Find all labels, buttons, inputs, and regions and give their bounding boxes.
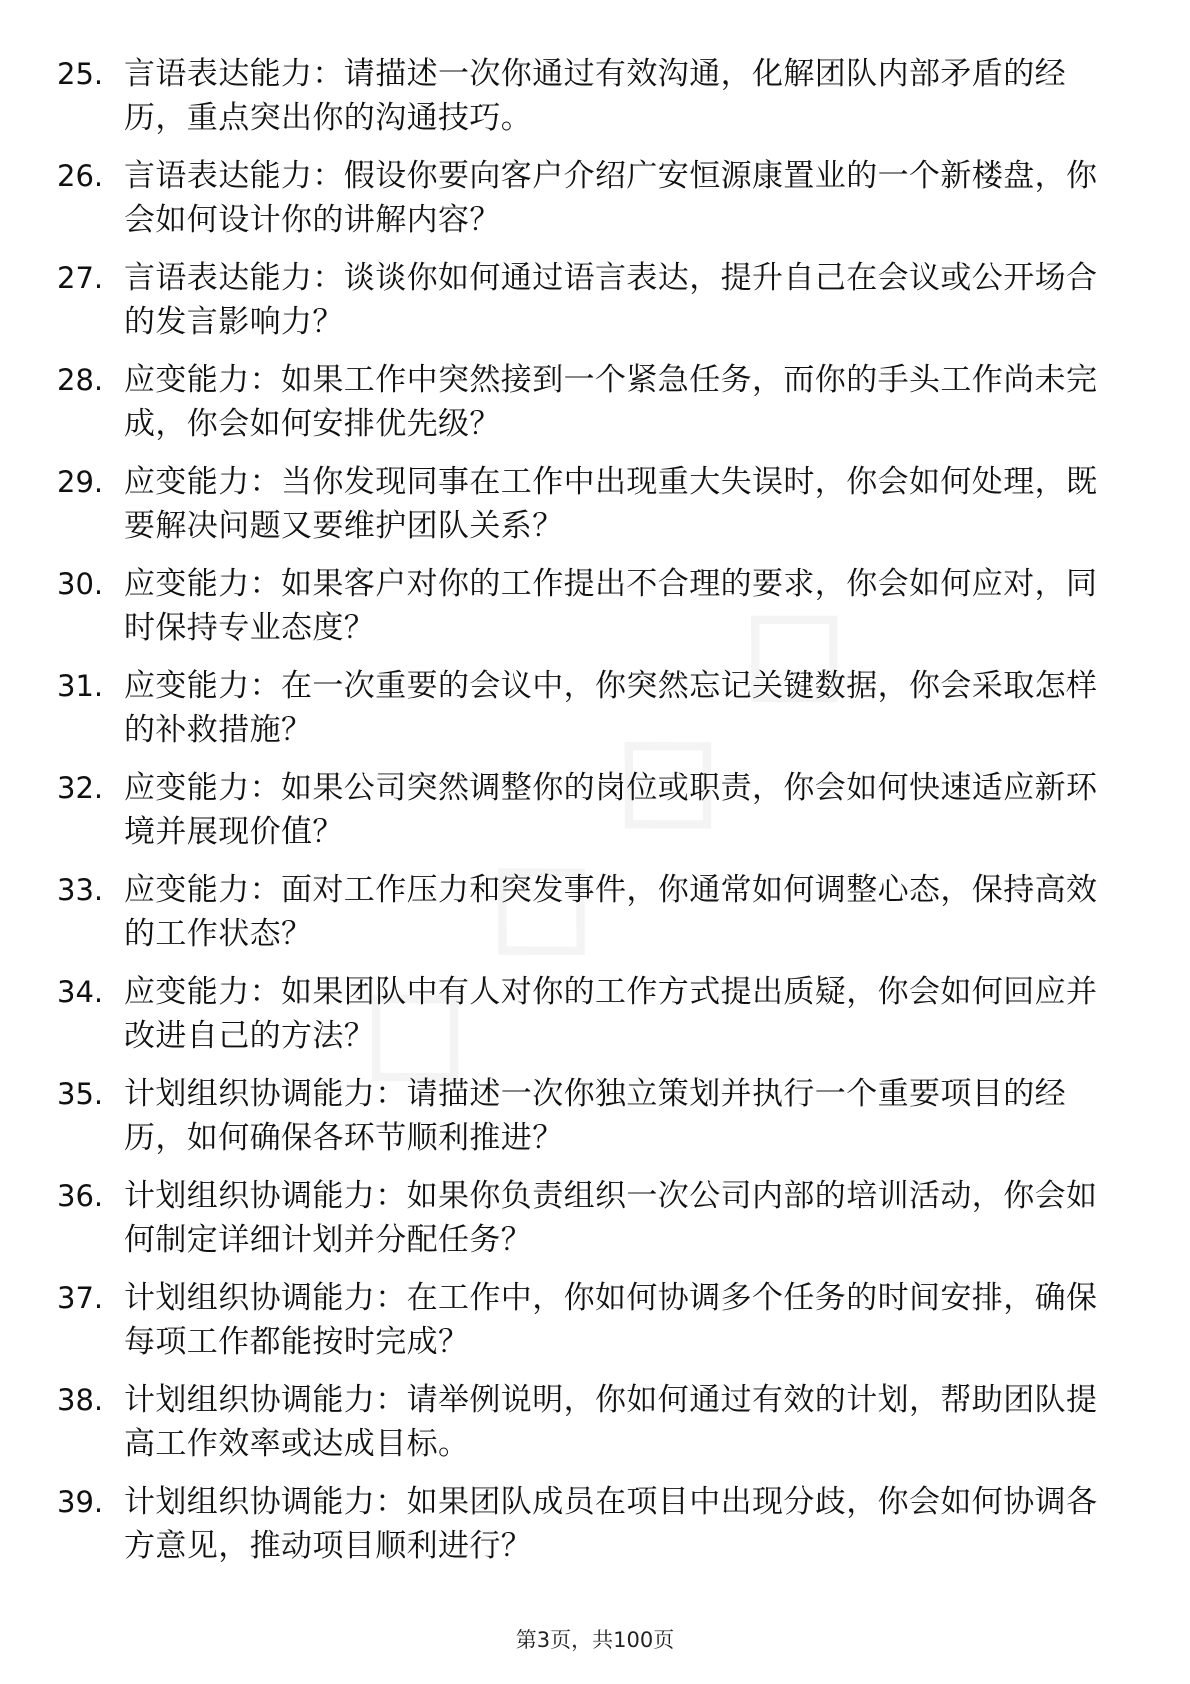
list-item bbox=[57, 868, 1117, 956]
item-text: 应变能力：如果客户对你的工作提出不合理的要求，你会如何应对，同时保持专业态度？ bbox=[124, 566, 1098, 646]
item-number: 37. bbox=[57, 1281, 104, 1315]
item-number: 26. bbox=[57, 159, 104, 193]
list-item bbox=[57, 664, 1117, 752]
page-number-label: 第3页，共100页 bbox=[515, 1628, 675, 1652]
list-item bbox=[57, 52, 1117, 140]
list-item bbox=[57, 562, 1117, 650]
list-item bbox=[57, 154, 1117, 242]
item-text: 言语表达能力：谈谈你如何通过语言表达，提升自己在会议或公开场合的发言影响力？ bbox=[124, 260, 1098, 340]
item-text: 言语表达能力：假设你要向客户介绍广安恒源康置业的一个新楼盘，你会如何设计你的讲解内容？ bbox=[124, 158, 1098, 238]
item-text: 应变能力：如果公司突然调整你的岗位或职责，你会如何快速适应新环境并展现价值？ bbox=[124, 770, 1098, 850]
item-text: 计划组织协调能力：在工作中，你如何协调多个任务的时间安排，确保每项工作都能按时完成？ bbox=[124, 1280, 1098, 1360]
item-text: 应变能力：在一次重要的会议中，你突然忘记关键数据，你会采取怎样的补救措施？ bbox=[124, 668, 1098, 748]
item-number: 30. bbox=[57, 567, 104, 601]
list-item bbox=[57, 766, 1117, 854]
item-number: 28. bbox=[57, 363, 104, 397]
item-number: 38. bbox=[57, 1383, 104, 1417]
item-number: 32. bbox=[57, 771, 104, 805]
item-text: 应变能力：如果工作中突然接到一个紧急任务，而你的手头工作尚未完成，你会如何安排优先级？ bbox=[124, 362, 1098, 442]
item-number: 33. bbox=[57, 873, 104, 907]
item-number: 35. bbox=[57, 1077, 104, 1111]
item-text: 应变能力：如果团队中有人对你的工作方式提出质疑，你会如何回应并改进自己的方法？ bbox=[124, 974, 1098, 1054]
item-text: 言语表达能力：请描述一次你通过有效沟通，化解团队内部矛盾的经历，重点突出你的沟通技巧。 bbox=[124, 56, 1066, 136]
item-number: 31. bbox=[57, 669, 104, 703]
item-number: 27. bbox=[57, 261, 104, 295]
item-text: 应变能力：面对工作压力和突发事件，你通常如何调整心态，保持高效的工作状态？ bbox=[124, 872, 1098, 952]
list-item bbox=[57, 1480, 1117, 1568]
item-text: 计划组织协调能力：如果你负责组织一次公司内部的培训活动，你会如何制定详细计划并分配任务？ bbox=[124, 1178, 1098, 1258]
item-number: 39. bbox=[57, 1485, 104, 1519]
list-item bbox=[57, 970, 1117, 1058]
item-number: 29. bbox=[57, 465, 104, 499]
item-number: 36. bbox=[57, 1179, 104, 1213]
list-item bbox=[57, 460, 1117, 548]
list-item bbox=[57, 1276, 1117, 1364]
item-text: 计划组织协调能力：请描述一次你独立策划并执行一个重要项目的经历，如何确保各环节顺利推进？ bbox=[124, 1076, 1066, 1156]
list-item bbox=[57, 1072, 1117, 1160]
question-list bbox=[57, 52, 1117, 1582]
list-item bbox=[57, 1174, 1117, 1262]
item-number: 34. bbox=[57, 975, 104, 1009]
list-item bbox=[57, 256, 1117, 344]
item-number: 25. bbox=[57, 57, 104, 91]
list-item bbox=[57, 1378, 1117, 1466]
page-footer bbox=[0, 1624, 1190, 1654]
item-text: 应变能力：当你发现同事在工作中出现重大失误时，你会如何处理，既要解决问题又要维护团队关系？ bbox=[124, 464, 1098, 544]
list-item bbox=[57, 358, 1117, 446]
item-text: 计划组织协调能力：请举例说明，你如何通过有效的计划，帮助团队提高工作效率或达成目标。 bbox=[124, 1382, 1098, 1462]
item-text: 计划组织协调能力：如果团队成员在项目中出现分歧，你会如何协调各方意见，推动项目顺利进行？ bbox=[124, 1484, 1098, 1564]
